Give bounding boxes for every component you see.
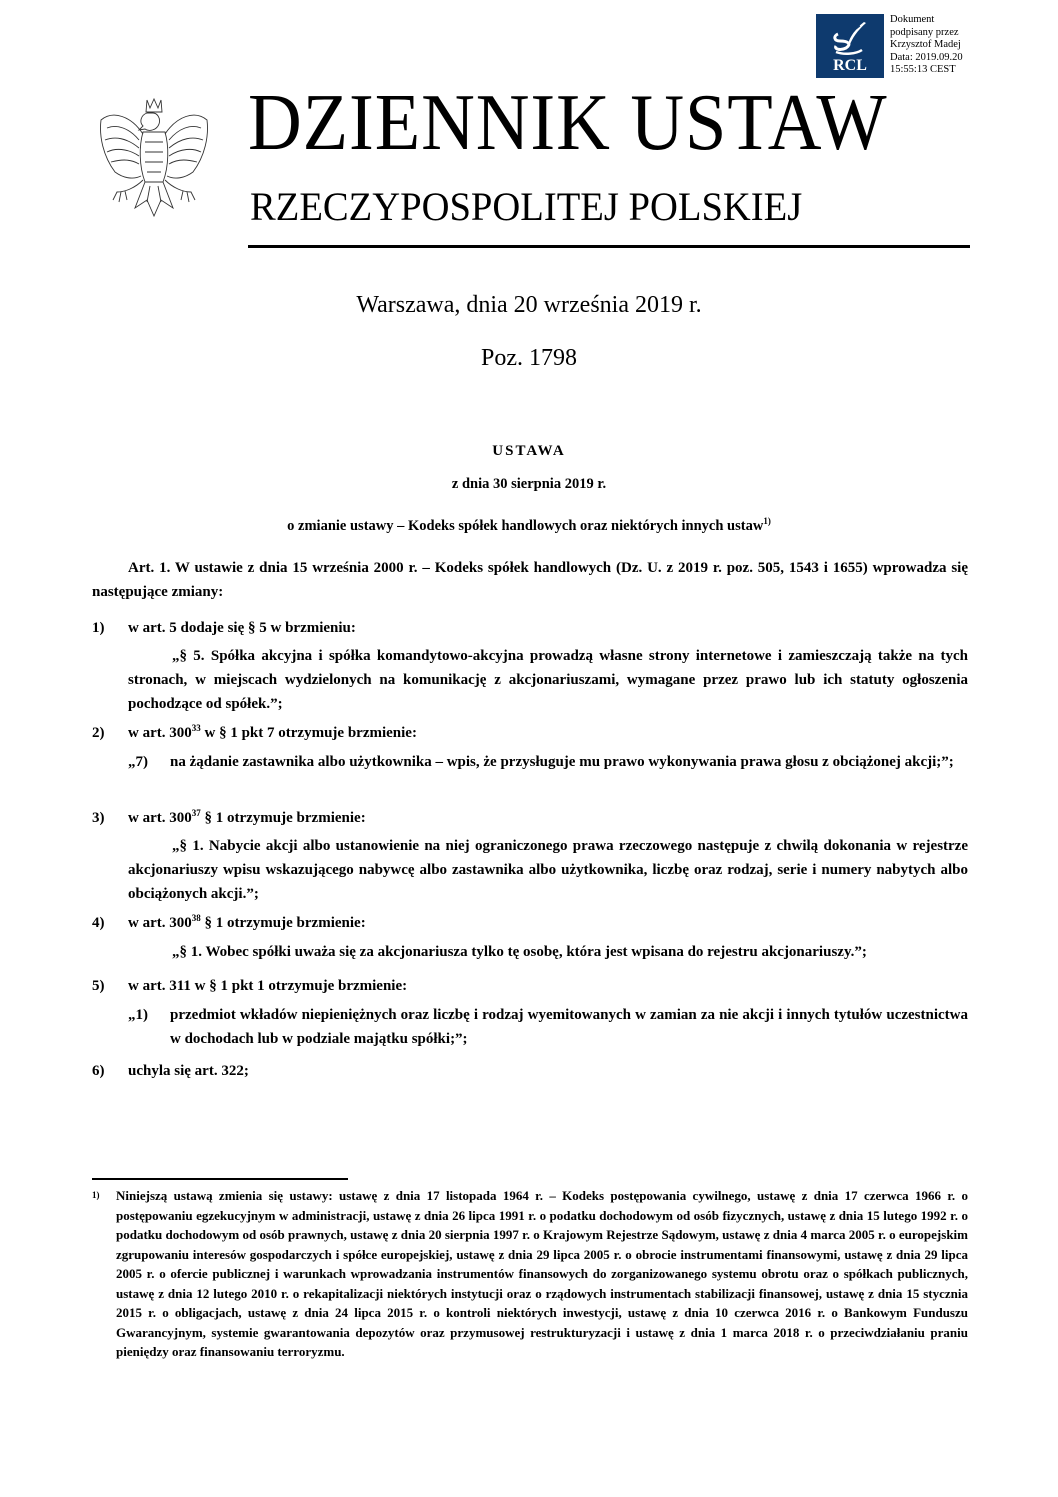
item-quote: „§ 5. Spółka akcyjna i spółka komandytowo-akcyjna prowadzą własne strony internetowe i zamieszczają także na tych stronach, w miejscach wydzielonych na komunikację z akcjonariuszami, wymagane przez prawo lub ich statuty ogłoszenia pochodzące od spółek.”; — [128, 648, 968, 712]
article-1-intro — [92, 556, 968, 604]
item-number: 1) — [92, 620, 105, 636]
act-type: USTAWA — [492, 443, 566, 459]
item-text — [128, 721, 417, 745]
journal-subtitle: RZECZYPOSPOLITEJ POLSKIEJ — [250, 184, 803, 229]
item-text: uchyla się art. 322; — [128, 1063, 249, 1079]
item-text — [128, 806, 366, 830]
publication-date: Warszawa, dnia 20 września 2019 r. — [356, 292, 702, 318]
signature-line: 15:55:13 CEST — [890, 64, 956, 76]
item-text-part: w art. 300 — [128, 915, 192, 931]
header-divider — [248, 245, 970, 248]
article-label: Art. 1. — [128, 560, 171, 576]
item-text: w art. 5 dodaje się § 5 w brzmieniu: — [128, 620, 356, 636]
signature-info — [890, 14, 963, 77]
item-number: 5) — [92, 978, 105, 994]
article-intro-text: W ustawie z dnia 15 września 2000 r. – Kodeks spółek handlowych (Dz. U. z 2019 r. poz. 505, 1543 i 1655) wprowadza się następujące zmiany: — [92, 560, 968, 600]
item-number: 2) — [92, 725, 105, 741]
footnote-mark: 1) — [92, 1190, 100, 1200]
rcl-logo-label: RCL — [833, 57, 867, 74]
item-number: 3) — [92, 810, 105, 826]
item-text-part: § 1 otrzymuje brzmienie: — [200, 810, 366, 826]
signature-line: Data: 2019.09.20 — [890, 51, 963, 63]
signature-line: Krzysztof Madej — [890, 39, 961, 51]
item-quote: „§ 1. Wobec spółki uważa się za akcjonariusza tylko tę osobę, która jest wpisana do rejestru akcjonariuszy.”; — [172, 944, 867, 960]
rcl-logo — [816, 14, 884, 78]
publication-position: Poz. 1798 — [481, 345, 577, 371]
signature-line: Dokument — [890, 14, 935, 25]
item-number: 4) — [92, 915, 105, 931]
quote-point-number: „1) — [128, 1007, 148, 1023]
signature-line: podpisany przez — [890, 26, 959, 38]
quote-point-text: na żądanie zastawnika albo użytkownika – wpis, że przysługuje mu prawo wykonywania prawa głosu z obciążonej akcji;”; — [170, 754, 954, 770]
superscript: 37 — [191, 808, 201, 818]
footnote-ref[interactable]: 1) — [763, 516, 771, 526]
polish-eagle-emblem-icon — [95, 96, 213, 232]
act-date: z dnia 30 sierpnia 2019 r. — [451, 476, 607, 492]
item-text-part: § 1 otrzymuje brzmienie: — [200, 915, 366, 931]
footnote-divider — [92, 1178, 348, 1180]
footnote-text: Niniejszą ustawą zmienia się ustawy: ustawę z dnia 17 listopada 1964 r. – Kodeks postępowania cywilnego, ustawę z dnia 17 czerwca 1966 r. o postępowaniu egzekucyjnym w administracji, ustawę z dnia 26 lipca 1991 r. o podatku dochodowym od osób fizycznych, ustawę z dnia 15 lutego 1992 r. o podatku dochodowym od osób prawnych, ustawę z dnia 20 sierpnia 1997 r. o Krajowym Rejestrze Sądowym, ustawę z dnia 4 marca 2005 r. o europejskim zgrupowaniu interesów gospodarczych i spółce europejskiej, ustawę z dnia 29 lipca 2005 r. o obrocie instrumentami finansowymi, ustawę z dnia 29 lipca 2005 r. o ofercie publicznej i warunkach wprowadzania instrumentów finansowych do zorganizowanego systemu obrotu oraz o spółkach publicznych, ustawę z dnia 12 lutego 2010 r. o rekapitalizacji niektórych instytucji oraz o rządowych instrumentach stabilizacji finansowej, ustawę z dnia 15 stycznia 2015 r. o obligacjach, ustawę z dnia 24 lipca 2015 r. o kontroli niektórych inwestycji, ustawę z dnia 10 czerwca 2016 r. o Bankowym Funduszu Gwarancyjnym, systemie gwarantowania depozytów oraz przymusowej restrukturyzacji i ustawę z dnia 1 marca 2018 r. o przeciwdziałaniu praniu pieniędzy oraz finansowaniu terroryzmu. — [116, 1188, 968, 1359]
quill-icon — [830, 20, 870, 56]
item-text-part: w art. 300 — [128, 810, 192, 826]
item-text-part: w § 1 pkt 7 otrzymuje brzmienie: — [200, 725, 417, 741]
item-quote: „§ 1. Nabycie akcji albo ustanowienie na niej ograniczonego prawa rzeczowego następuje z chwilą dokonania w rejestrze akcjonariuszy wpisu wskazującego nabywcę albo zastawnika albo użytkownika, liczbę oraz rodzaj, serie i numery nabytych albo obciążonych akcji.”; — [128, 838, 968, 902]
act-title — [0, 518, 1058, 535]
journal-title: DZIENNIK USTAW — [248, 79, 888, 167]
act-title-text: o zmianie ustawy – Kodeks spółek handlowych oraz niektórych innych ustaw — [287, 518, 764, 534]
quote-point-number: „7) — [128, 754, 148, 770]
quote-point-text: przedmiot wkładów niepieniężnych oraz liczbę i rodzaj wyemitowanych w zamian za nie akcji i innych tytułów uczestnictwa w dochodach lub w podziale majątku spółki;”; — [170, 1007, 968, 1047]
item-number: 6) — [92, 1063, 105, 1079]
superscript: 33 — [191, 723, 201, 733]
item-text — [128, 911, 366, 935]
item-text: w art. 311 w § 1 pkt 1 otrzymuje brzmienie: — [128, 978, 408, 994]
superscript: 38 — [191, 913, 201, 923]
item-text-part: w art. 300 — [128, 725, 192, 741]
